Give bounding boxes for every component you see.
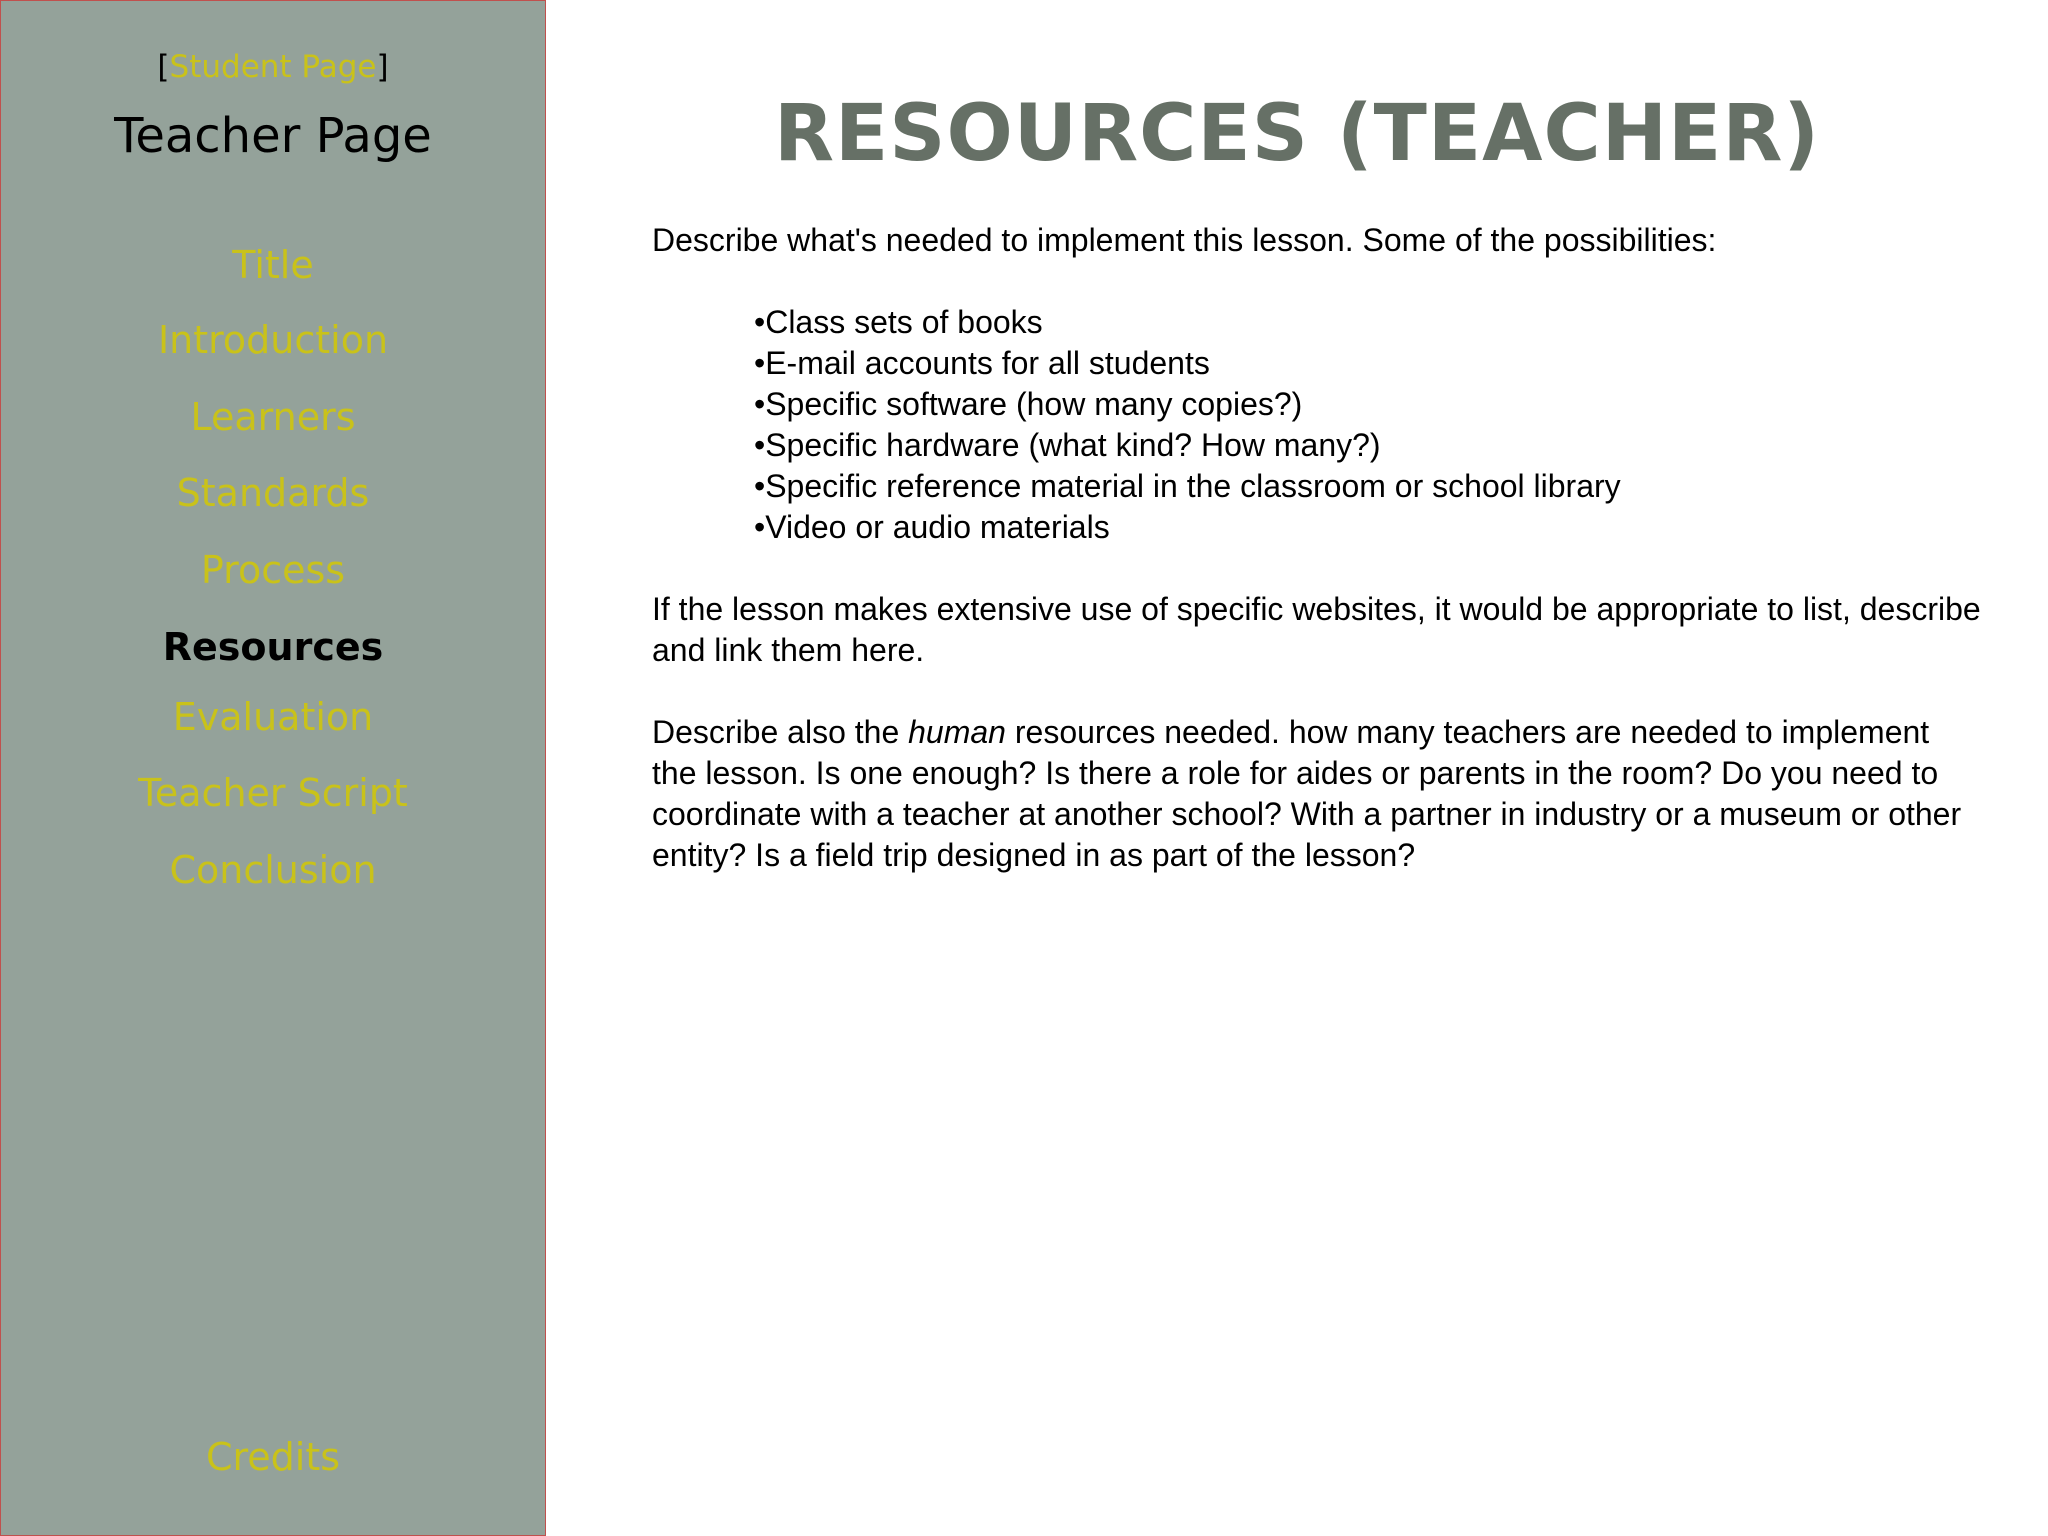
- resource-bullet-list: [652, 302, 1982, 548]
- page-title: RESOURCES (TEACHER): [773, 89, 1821, 179]
- nav-item-process[interactable]: Process: [200, 548, 346, 592]
- main-content: [546, 0, 2048, 1536]
- list-item: •Specific reference material in the classroom or school library: [754, 468, 1621, 504]
- nav-item-title[interactable]: Title: [232, 243, 314, 287]
- nav-item-teacher-script[interactable]: Teacher Script: [138, 771, 408, 815]
- list-item: •Class sets of books: [754, 304, 1043, 340]
- websites-paragraph: If the lesson makes extensive use of specific websites, it would be appropriate to list, describe and link them here.: [652, 591, 1981, 668]
- sidebar-nav: [0, 0, 546, 1536]
- intro-paragraph: Describe what's needed to implement this lesson. Some of the possibilities:: [652, 222, 1717, 258]
- spacer: [652, 671, 1982, 712]
- human-resources-paragraph: [652, 712, 1982, 876]
- student-page-link-row: [1, 47, 545, 87]
- human-prefix: Describe also the: [652, 714, 909, 750]
- student-page-link[interactable]: Student Page: [169, 49, 377, 85]
- spacer: [652, 548, 1982, 589]
- human-suffix: resources needed. how many teachers are needed to implement the lesson. Is one enough? Is there a role for aides or parents in the room? Do you need to coordinate with a teacher at another school? With a partner in industry or a museum or other entity? Is a field trip designed in as part of the lesson?: [652, 714, 1962, 873]
- spacer: [652, 261, 1982, 302]
- nav-item-evaluation[interactable]: Evaluation: [172, 695, 374, 739]
- human-emphasis: human: [908, 714, 1006, 750]
- list-item: •Specific software (how many copies?): [754, 386, 1303, 422]
- resources-body: [652, 220, 1982, 876]
- bracket-open: [: [157, 49, 170, 85]
- nav-item-learners[interactable]: Learners: [190, 395, 356, 439]
- list-item: •Specific hardware (what kind? How many?): [754, 427, 1381, 463]
- nav-item-standards[interactable]: Standards: [176, 471, 370, 515]
- bracket-close: ]: [376, 49, 389, 85]
- nav-item-resources[interactable]: Resources: [162, 625, 384, 669]
- nav-item-introduction[interactable]: Introduction: [157, 318, 389, 362]
- teacher-page-heading: Teacher Page: [114, 108, 432, 164]
- nav-item-conclusion[interactable]: Conclusion: [169, 848, 377, 892]
- list-item: •Video or audio materials: [754, 509, 1110, 545]
- nav-item-credits[interactable]: Credits: [205, 1435, 341, 1479]
- list-item: •E-mail accounts for all students: [754, 345, 1210, 381]
